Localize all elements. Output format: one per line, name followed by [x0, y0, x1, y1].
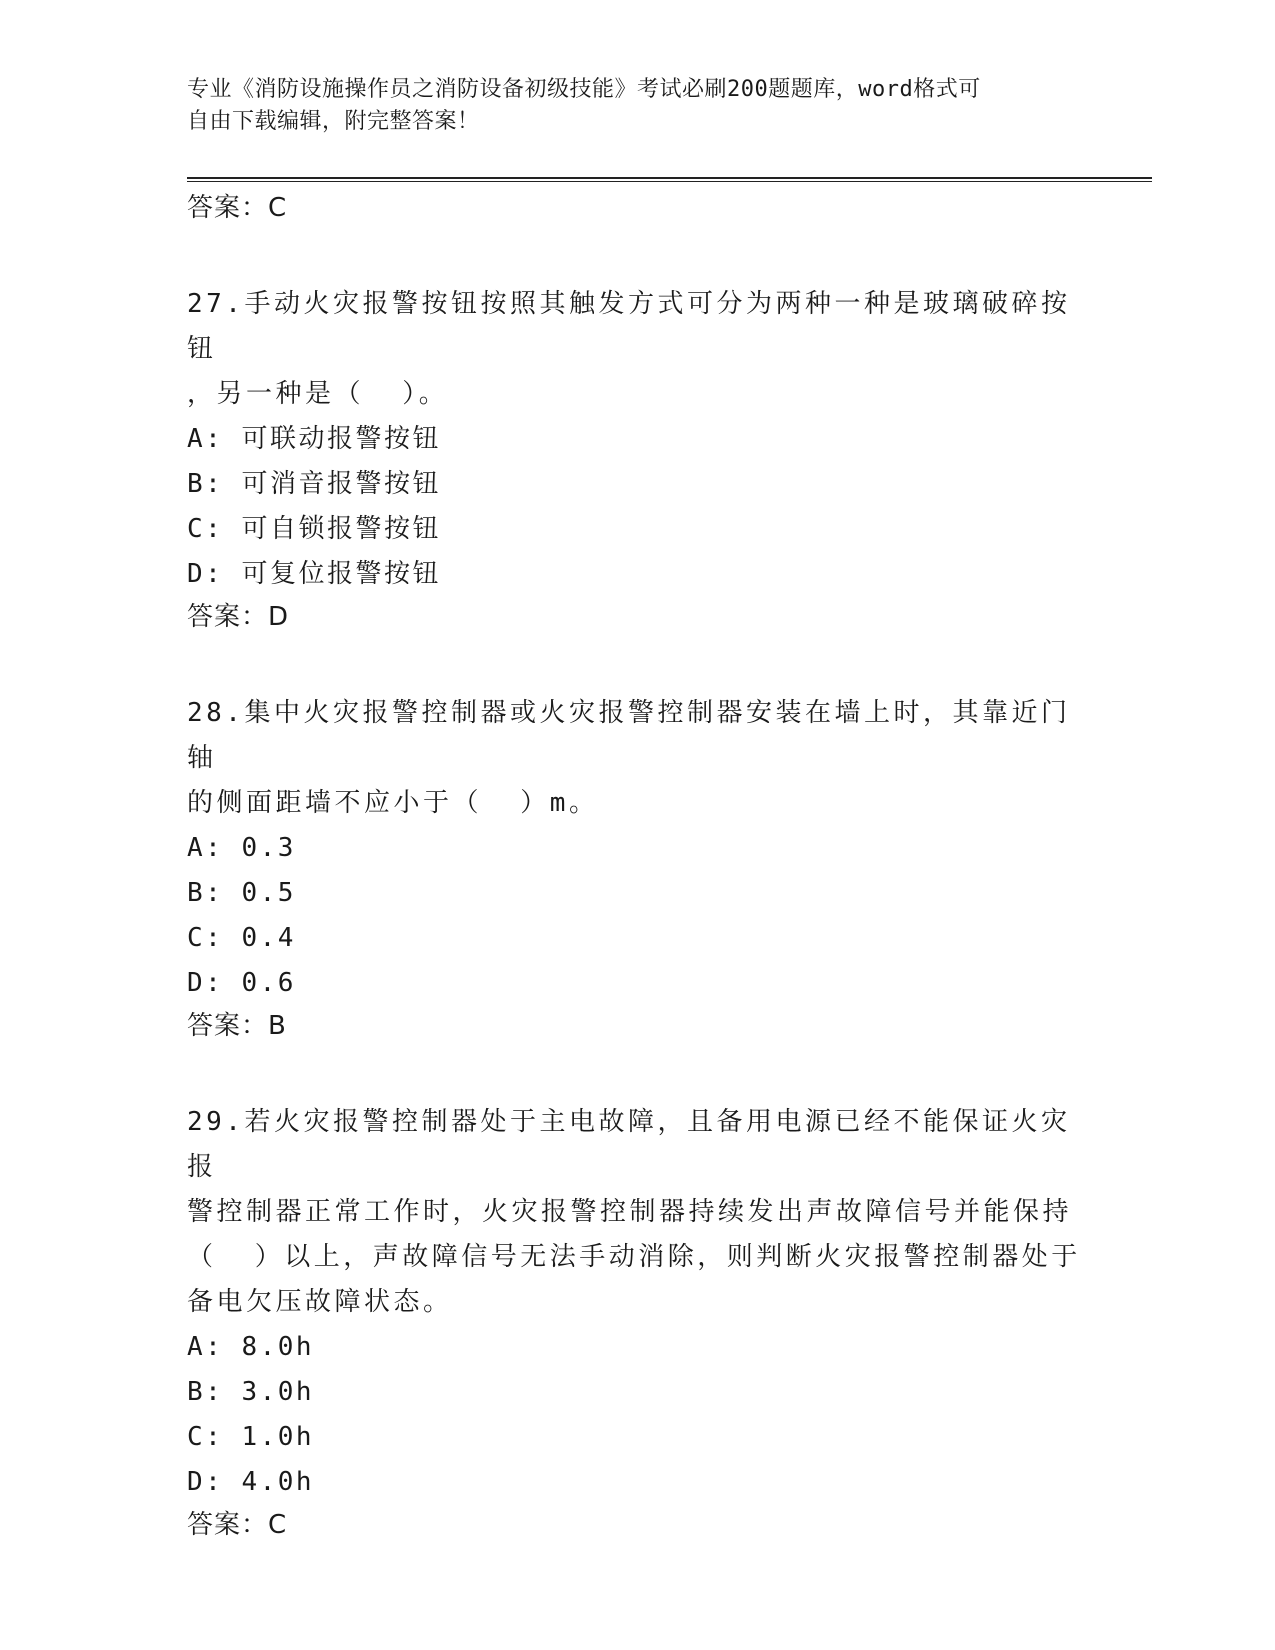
question-text-line: （ ）以上，声故障信号无法手动消除，则判断火灾报警控制器处于 [187, 1242, 1081, 1272]
question-text-line: 警控制器正常工作时，火灾报警控制器持续发出声故障信号并能保持 [187, 1197, 1073, 1227]
answer-label: 答案：C [187, 1510, 288, 1540]
question-text-line: 备电欠压故障状态。 [187, 1287, 453, 1317]
question-text-line: ，另一种是（ ）。 [187, 379, 449, 409]
question-27 [187, 282, 1087, 635]
question-list [187, 190, 1087, 1543]
option-c: C: 0.4 [187, 923, 296, 953]
question-text-line: 28.集中火灾报警控制器或火灾报警控制器安装在墙上时，其靠近门轴 [187, 698, 1071, 773]
header-line-2: 自由下载编辑，附完整答案！ [187, 109, 480, 134]
answer-label: 答案：D [187, 602, 290, 632]
question-28 [187, 691, 1087, 1044]
option-a: A: 0.3 [187, 833, 296, 863]
option-c: C: 可自锁报警按钮 [187, 514, 441, 544]
header-divider [187, 177, 1152, 182]
option-d: D: 4.0h [187, 1467, 315, 1497]
option-b: B: 可消音报警按钮 [187, 469, 441, 499]
header-line-1: 专业《消防设施操作员之消防设备初级技能》考试必刷200题题库，word格式可 [187, 77, 981, 102]
page-header [187, 74, 1067, 138]
question-29 [187, 1100, 1087, 1543]
option-c: C: 1.0h [187, 1422, 315, 1452]
option-b: B: 3.0h [187, 1377, 315, 1407]
option-b: B: 0.5 [187, 878, 296, 908]
option-a: A: 可联动报警按钮 [187, 424, 441, 454]
question-text-line: 27.手动火灾报警按钮按照其触发方式可分为两种一种是玻璃破碎按钮 [187, 289, 1071, 364]
option-a: A: 8.0h [187, 1332, 315, 1362]
answer-label: 答案：C [187, 193, 288, 223]
option-d: D: 0.6 [187, 968, 296, 998]
question-text-line: 的侧面距墙不应小于（ ）m。 [187, 788, 599, 818]
option-d: D: 可复位报警按钮 [187, 559, 441, 589]
answer-label: 答案：B [187, 1011, 287, 1041]
question-text-line: 29.若火灾报警控制器处于主电故障，且备用电源已经不能保证火灾报 [187, 1107, 1071, 1182]
